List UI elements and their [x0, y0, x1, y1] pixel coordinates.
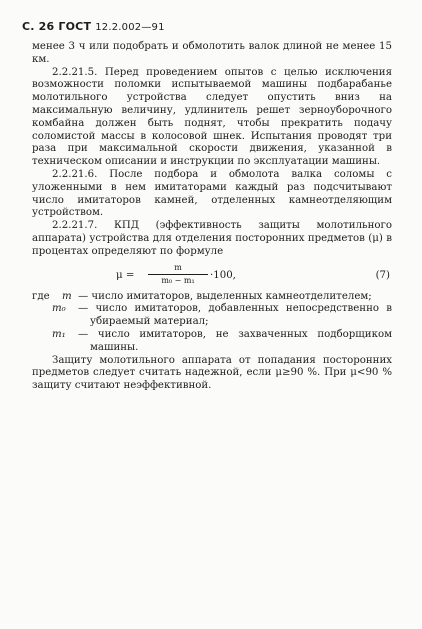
gost-label: ГОСТ — [58, 20, 92, 33]
definitions-list — [32, 291, 392, 355]
paragraph-2-2-21-7: 2.2.21.7. КПД (эффективность защиты молотильного аппарата) устройства для отделения посторонних предметов (μ) в процентах определяют по формуле — [32, 220, 392, 257]
definition-symbol: m — [62, 290, 72, 302]
formula-rhs: ·100, — [210, 269, 236, 281]
definition-text: — число имитаторов, выделенных камнеотделителем; — [78, 290, 372, 302]
definition-text: — число имитаторов, добавленных непосредственно в убираемый материал; — [78, 303, 392, 328]
paragraph-2-2-21-5: 2.2.21.5. Перед проведением опытов с целью исключения возможности поломки испытываемой машины подбарабанье молотильного устройства следует опустить вниз на максимальную величину, удлинитель решет зерноуборочного комбайна должен быть поднят, чтобы прекратить подачу соломистой массы в колосовой шнек. Испытания проводят три раза при максимальной скорости движения, указанной в техническом описании и инструкции по эксплуатации машины. — [32, 66, 392, 168]
standard-number: 12.2.002—91 — [95, 22, 165, 33]
formula-denominator: m₀ − m₁ — [161, 275, 195, 285]
page-number: С. 26 — [22, 20, 55, 33]
paragraph-2-2-21-6: 2.2.21.6. После подбора и обмолота валка соломы с уложенными в нем имитаторами каждый раз подсчитывают число имитаторов камней, отделенных камнеотделяющим устройством. — [32, 168, 392, 219]
formula-fraction — [148, 263, 208, 286]
formula-lhs: μ = — [116, 269, 135, 281]
paragraph-conclusion: Защиту молотильного аппарата от попадания посторонних предметов следует считать надежной, если μ≥90 %. При μ<90 % защиту считают неэффективной. — [32, 354, 392, 392]
definition-symbol: m₀ — [52, 303, 66, 315]
definition-m1 — [32, 329, 392, 355]
formula-7 — [32, 263, 392, 289]
document-body — [32, 41, 392, 393]
definition-m0 — [32, 303, 392, 329]
page-header — [22, 20, 165, 33]
definition-text: — число имитаторов, не захваченных подборщиком машины. — [78, 328, 392, 353]
paragraph-continuation: менее 3 ч или подобрать и обмолотить валок длиной не менее 15 км. — [32, 41, 392, 65]
formula-number: (7) — [375, 269, 390, 281]
formula-numerator: m — [148, 263, 208, 275]
definition-lead: где — [32, 290, 50, 302]
definition-m — [32, 291, 392, 304]
definition-symbol: m₁ — [52, 328, 66, 340]
